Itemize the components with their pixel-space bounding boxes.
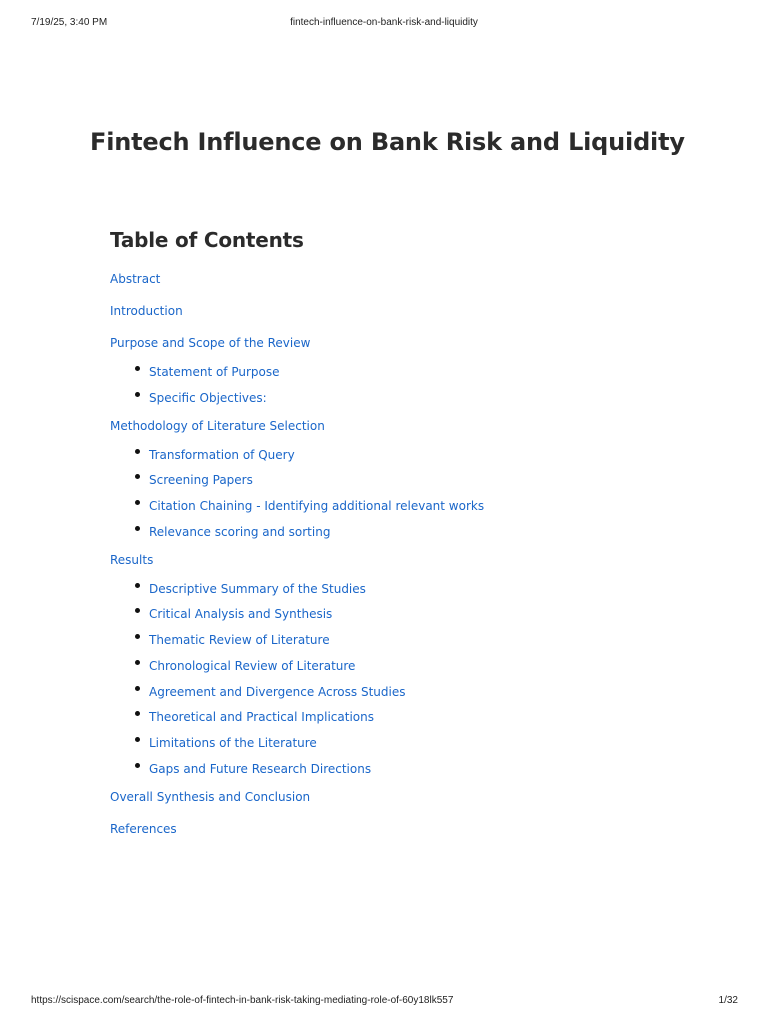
- toc-subitem: [134, 521, 710, 539]
- bullet-icon: [135, 686, 140, 691]
- bullet-icon: [135, 500, 140, 505]
- toc-link[interactable]: Introduction: [110, 304, 183, 318]
- toc-item: [110, 332, 710, 405]
- toc-link[interactable]: Methodology of Literature Selection: [110, 418, 325, 433]
- toc-subitem: [134, 387, 710, 405]
- toc-subitem: [134, 655, 710, 673]
- toc-link[interactable]: Purpose and Scope of the Review: [110, 336, 311, 350]
- toc-item: [110, 818, 710, 837]
- bullet-icon: [135, 763, 140, 768]
- toc-subitem: [134, 578, 710, 596]
- bullet-icon: [135, 737, 140, 742]
- table-of-contents: [110, 228, 710, 850]
- toc-sublink[interactable]: Transformation of Query: [149, 447, 295, 462]
- toc-sublist: [110, 578, 710, 776]
- toc-sublink[interactable]: Chronological Review of Literature: [149, 658, 356, 673]
- print-doc-title: fintech-influence-on-bank-risk-and-liquidity: [290, 17, 478, 28]
- toc-subitem: [134, 444, 710, 462]
- toc-link[interactable]: Overall Synthesis and Conclusion: [110, 789, 311, 804]
- toc-link[interactable]: References: [110, 821, 177, 836]
- toc-subitem: [134, 629, 710, 648]
- toc-link[interactable]: Results: [110, 552, 154, 567]
- toc-item: [110, 549, 710, 776]
- bullet-icon: [135, 660, 140, 665]
- toc-sublink[interactable]: Theoretical and Practical Implications: [149, 710, 374, 725]
- toc-subitem: [134, 681, 710, 699]
- print-date: 7/19/25, 3:40 PM: [31, 17, 108, 28]
- bullet-icon: [135, 634, 140, 639]
- toc-item: [110, 415, 710, 539]
- source-url: https://scispace.com/search/the-role-of-fintech-in-bank-risk-taking-mediating-role-of-60y18lk557: [31, 995, 454, 1006]
- toc-sublist: [110, 361, 710, 405]
- toc-subitem: [134, 706, 710, 725]
- print-header: [0, 17, 768, 31]
- toc-subitem: [134, 732, 710, 750]
- toc-link[interactable]: Abstract: [110, 272, 161, 286]
- toc-sublink[interactable]: Specific Objectives:: [149, 390, 267, 405]
- toc-heading: Table of Contents: [110, 228, 304, 252]
- toc-sublink[interactable]: Thematic Review of Literature: [149, 633, 330, 648]
- bullet-icon: [135, 449, 140, 454]
- toc-subitem: [134, 469, 710, 488]
- toc-sublink[interactable]: Critical Analysis and Synthesis: [149, 607, 333, 622]
- toc-subitem: [134, 361, 710, 379]
- toc-sublink[interactable]: Citation Chaining - Identifying additional relevant works: [149, 499, 485, 514]
- page-count: 1/32: [718, 995, 738, 1006]
- bullet-icon: [135, 526, 140, 531]
- bullet-icon: [135, 583, 140, 588]
- bullet-icon: [135, 711, 140, 716]
- toc-sublist: [110, 444, 710, 539]
- toc-sublink[interactable]: Gaps and Future Research Directions: [149, 761, 372, 776]
- bullet-icon: [135, 608, 140, 613]
- toc-item: [110, 300, 710, 319]
- toc-item: [110, 786, 710, 805]
- toc-subitem: [134, 758, 710, 776]
- toc-sublink[interactable]: Screening Papers: [149, 473, 253, 488]
- toc-item: [110, 268, 710, 287]
- toc-sublink[interactable]: Limitations of the Literature: [149, 735, 317, 750]
- toc-sublink[interactable]: Statement of Purpose: [149, 365, 280, 379]
- page-title: Fintech Influence on Bank Risk and Liquidity: [90, 128, 685, 156]
- toc-sublink[interactable]: Agreement and Divergence Across Studies: [149, 684, 406, 699]
- bullet-icon: [135, 392, 140, 397]
- toc-subitem: [134, 603, 710, 622]
- toc-sublink[interactable]: Relevance scoring and sorting: [149, 524, 331, 539]
- toc-subitem: [134, 495, 710, 514]
- print-footer: [0, 995, 768, 1009]
- toc-list: [110, 268, 710, 837]
- bullet-icon: [135, 474, 140, 479]
- toc-sublink[interactable]: Descriptive Summary of the Studies: [149, 581, 366, 596]
- bullet-icon: [135, 366, 140, 371]
